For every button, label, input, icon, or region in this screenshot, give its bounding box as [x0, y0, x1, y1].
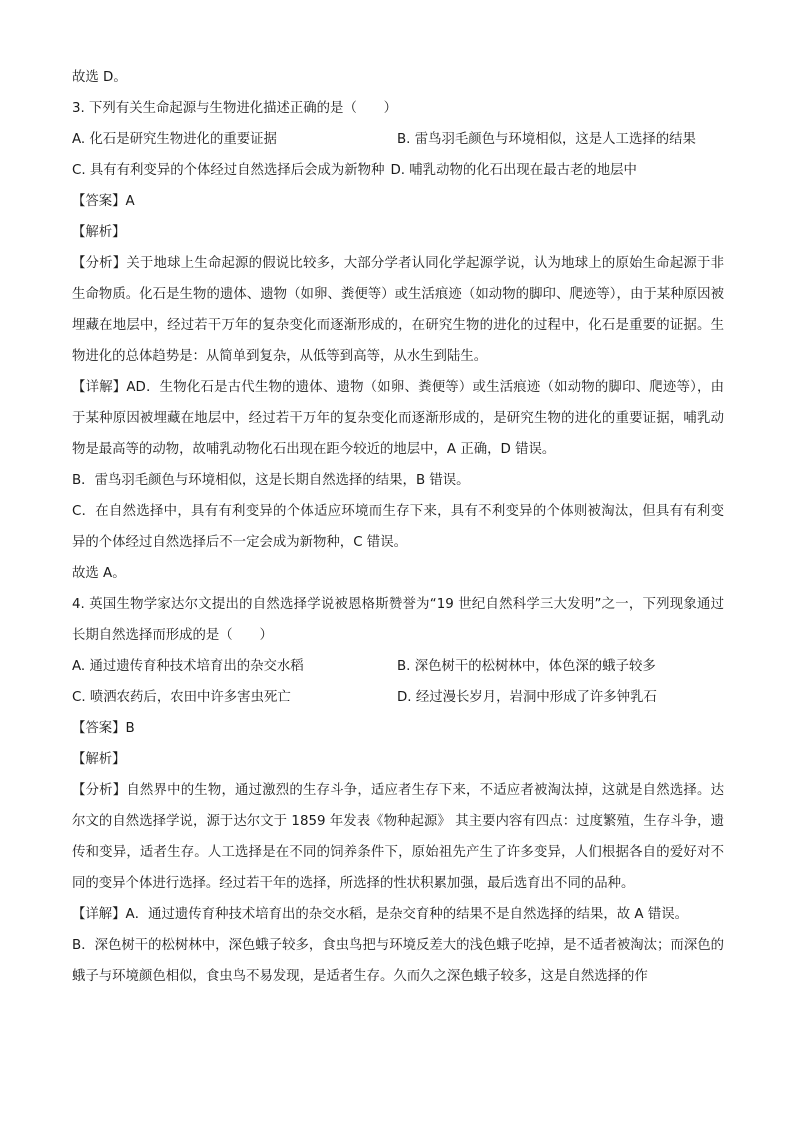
- question-4-option-c: C. 喷洒农药后，农田中许多害虫死亡: [72, 690, 291, 705]
- question-3-option-c: C. 具有有利变异的个体经过自然选择后会成为新物种: [72, 163, 385, 178]
- question-3-option-b: B. 雷鸟羽毛颜色与环境相似，这是人工选择的结果: [397, 132, 696, 147]
- question-4-answer: 【答案】B: [72, 721, 135, 736]
- question-4-option-a: A. 通过遗传育种技术培育出的杂交水稻: [72, 659, 304, 674]
- question-4-option-b: B. 深色树干的松树林中，体色深的蛾子较多: [397, 659, 656, 674]
- question-3-detail: 【详解】AD．生物化石是古代生物的遗体、遗物（如卵、粪便等）或生活痕迹（如动物的脚印、爬迹等），由于某种原因被埋藏在地层中，经过若干万年的复杂变化而逐渐形成的，是研究生物的进化的重要证据，哺乳动物是最高等的动物，故哺乳动物化石出现在距今较近的地层中，A 正确，D 错误。: [72, 380, 724, 457]
- question-4-options-row-1: [72, 651, 724, 682]
- question-3-analysis: 【分析】关于地球上生命起源的假说比较多，大部分学者认同化学起源学说，认为地球上的原始生命起源于非生命物质。化石是生物的遗体、遗物（如卵、粪便等）或生活痕迹（如动物的脚印、爬迹等），由于某种原因被埋藏在地层中，经过若干万年的复杂变化而逐渐形成的，在研究生物的进化的过程中，化石是重要的证据。生物进化的总体趋势是：从简单到复杂，从低等到高等，从水生到陆生。: [72, 256, 724, 364]
- question-3-options-row-2: [72, 155, 724, 186]
- question-4-detail: 【详解】A．通过遗传育种技术培育出的杂交水稻，是杂交育种的结果不是自然选择的结果，故 A 错误。: [72, 907, 689, 922]
- question-4-analysis-heading: 【解析】: [72, 752, 126, 767]
- question-3-conclusion: 故选 A。: [72, 566, 126, 581]
- document-body: [72, 62, 724, 992]
- question-4-analysis: 【分析】自然界中的生物，通过激烈的生存斗争，适应者生存下来，不适应者被淘汰掉，这就是自然选择。达尔文的自然选择学说，源于达尔文于 1859 年发表《物种起源》 其主要内容有四点：过度繁殖，生存斗争，遗传和变异，适者生存。人工选择是在不同的饲养条件下，原始祖先产生了许多变异，人们根据各自的爱好对不同的变异个体进行选择。经过若干年的选择，所选择的性状积累加强，最后选育出不同的品种。: [72, 783, 724, 891]
- question-4-options-row-2: [72, 682, 724, 713]
- question-3-detail-b: B．雷鸟羽毛颜色与环境相似，这是长期自然选择的结果，B 错误。: [72, 473, 470, 488]
- question-3-options-row-1: [72, 124, 724, 155]
- question-3-answer: 【答案】A: [72, 194, 135, 209]
- prev-answer-conclusion: 故选 D。: [72, 70, 127, 85]
- question-4-detail-b: B．深色树干的松树林中，深色蛾子较多，食虫鸟把与环境反差大的浅色蛾子吃掉，是不适者被淘汰；而深色的蛾子与环境颜色相似，食虫鸟不易发现，是适者生存。久而久之深色蛾子较多，这是自然选择的作: [72, 938, 724, 984]
- question-3-option-d: D. 哺乳动物的化石出现在最古老的地层中: [390, 163, 637, 178]
- question-3-detail-c: C．在自然选择中，具有有利变异的个体适应环境而生存下来，具有不利变异的个体则被淘汰，但具有有利变异的个体经过自然选择后不一定会成为新物种，C 错误。: [72, 504, 724, 550]
- question-4-option-d: D. 经过漫长岁月，岩洞中形成了许多钟乳石: [397, 690, 657, 705]
- question-4-stem: 4. 英国生物学家达尔文提出的自然选择学说被恩格斯赞誉为“19 世纪自然科学三大发明”之一，下列现象通过长期自然选择而形成的是（ ）: [72, 597, 724, 643]
- question-3-option-a: A. 化石是研究生物进化的重要证据: [72, 132, 277, 147]
- question-3-analysis-heading: 【解析】: [72, 225, 126, 240]
- question-3-stem: 3. 下列有关生命起源与生物进化描述正确的是（ ）: [72, 101, 398, 116]
